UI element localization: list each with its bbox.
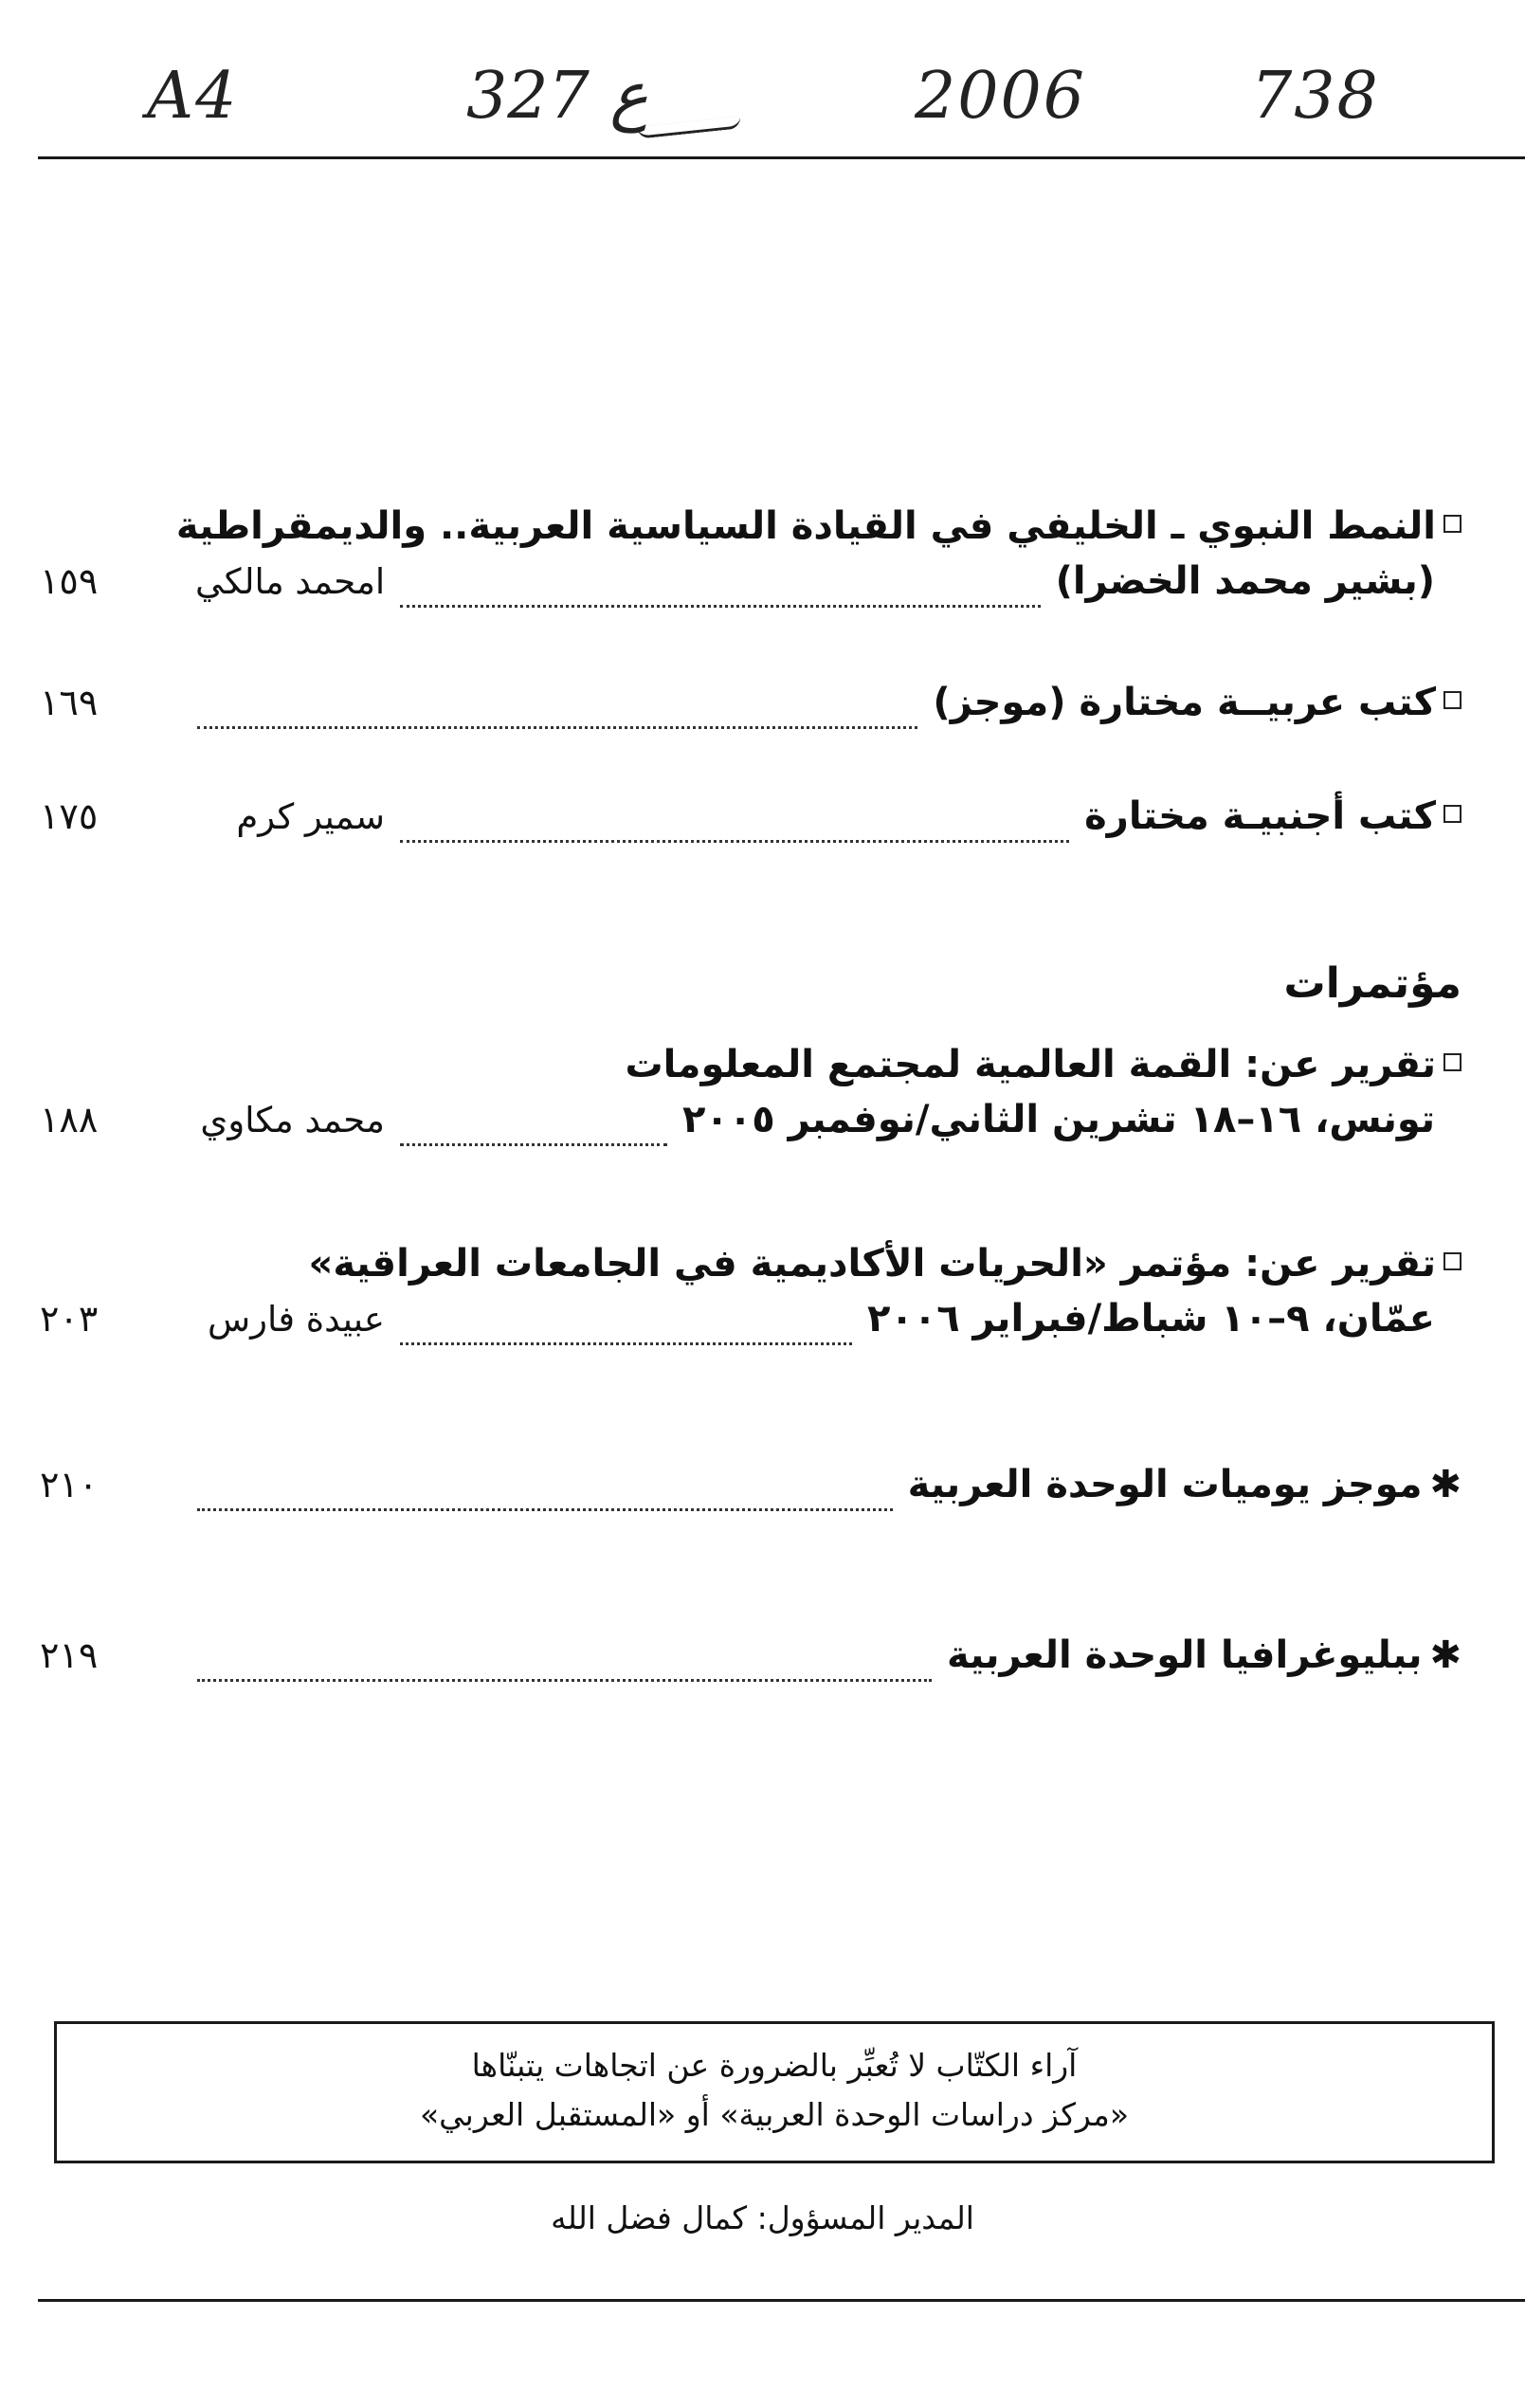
checkbox-bullet-icon — [1443, 515, 1461, 533]
toc-entry-title: ✱موجز يوميات الوحدة العربية — [907, 1463, 1461, 1506]
dot-leader — [400, 1342, 852, 1345]
handwritten-code: A4 — [147, 59, 239, 134]
checkbox-bullet-icon — [1443, 1053, 1461, 1071]
dot-leader — [197, 726, 917, 729]
toc-entry-row — [40, 559, 1461, 626]
disclaimer-line: «مركز دراسات الوحدة العربية» أو «المستقبل العربي» — [419, 2096, 1130, 2133]
dot-leader — [400, 605, 1040, 608]
toc-entry — [40, 794, 1461, 861]
bottom-rule — [38, 2299, 1525, 2302]
toc-entry — [40, 493, 1461, 626]
page-number: ٢١٩ — [40, 1634, 99, 1676]
author-name: سمير كرم — [236, 796, 385, 837]
author-name: محمد مكاوي — [200, 1100, 385, 1140]
toc-entry-subtitle: تونس، ١٦–١٨ تشرين الثاني/نوفمبر ٢٠٠٥ — [682, 1098, 1435, 1141]
dot-leader — [197, 1508, 893, 1511]
dot-leader — [400, 840, 1069, 843]
handwritten-swash — [637, 116, 742, 138]
author-name: عبيدة فارس — [208, 1299, 385, 1340]
toc-entry-title: النمط النبوي ـ الخليفي في القيادة السياسية العربية.. والديمقراطية — [40, 493, 1461, 559]
toc-entry — [40, 1633, 1461, 1700]
toc-entry — [40, 1031, 1461, 1164]
toc-entry-title: كتب أجنبيـة مختارة — [1084, 794, 1461, 838]
checkbox-bullet-icon — [1443, 1252, 1461, 1270]
section-heading-conferences: مؤتمرات — [1283, 959, 1461, 1008]
handwritten-issue: 738 — [1251, 59, 1380, 134]
table-of-contents — [40, 493, 1461, 1700]
toc-entry — [40, 1231, 1461, 1363]
page-number: ١٧٥ — [40, 795, 99, 837]
managing-director: المدير المسؤول: كمال فضل الله — [551, 2199, 974, 2236]
toc-entry — [40, 1463, 1461, 1529]
disclaimer-box — [54, 2021, 1495, 2163]
disclaimer-line: آراء الكتّاب لا تُعبِّر بالضرورة عن اتجاهات يتبنّاها — [471, 2047, 1078, 2084]
dot-leader — [400, 1143, 667, 1146]
toc-entry-title: تقرير عن: القمة العالمية لمجتمع المعلومات — [40, 1031, 1461, 1098]
page-number: ١٦٩ — [40, 682, 99, 723]
toc-entry-title: ✱ببليوغرافيا الوحدة العربية — [946, 1633, 1461, 1677]
asterisk-bullet-icon: ✱ — [1429, 1633, 1461, 1677]
toc-entry-row — [40, 1297, 1461, 1363]
page-number: ٢١٠ — [40, 1464, 99, 1505]
toc-entry-title: كتب عربيــة مختارة (موجز) — [933, 681, 1461, 724]
handwritten-number: 327 ع — [466, 59, 648, 134]
author-name: امحمد مالكي — [195, 561, 386, 602]
top-rule — [38, 156, 1525, 159]
toc-entry — [40, 681, 1461, 747]
checkbox-bullet-icon — [1443, 691, 1461, 709]
toc-entry-subtitle: عمّان، ٩–١٠ شباط/فبراير ٢٠٠٦ — [866, 1297, 1435, 1341]
page-number: ١٥٩ — [40, 560, 99, 602]
asterisk-bullet-icon: ✱ — [1429, 1463, 1461, 1506]
checkbox-bullet-icon — [1443, 805, 1461, 823]
page-number: ١٨٨ — [40, 1099, 99, 1140]
toc-entry-subtitle: (بشير محمد الخضرا) — [1055, 559, 1435, 603]
page-number: ٢٠٣ — [40, 1298, 99, 1340]
toc-entry-title: تقرير عن: مؤتمر «الحريات الأكاديمية في الجامعات العراقية» — [40, 1231, 1461, 1297]
dot-leader — [197, 1679, 932, 1682]
handwritten-year: 2006 — [915, 59, 1087, 134]
toc-entry-row — [40, 1098, 1461, 1164]
